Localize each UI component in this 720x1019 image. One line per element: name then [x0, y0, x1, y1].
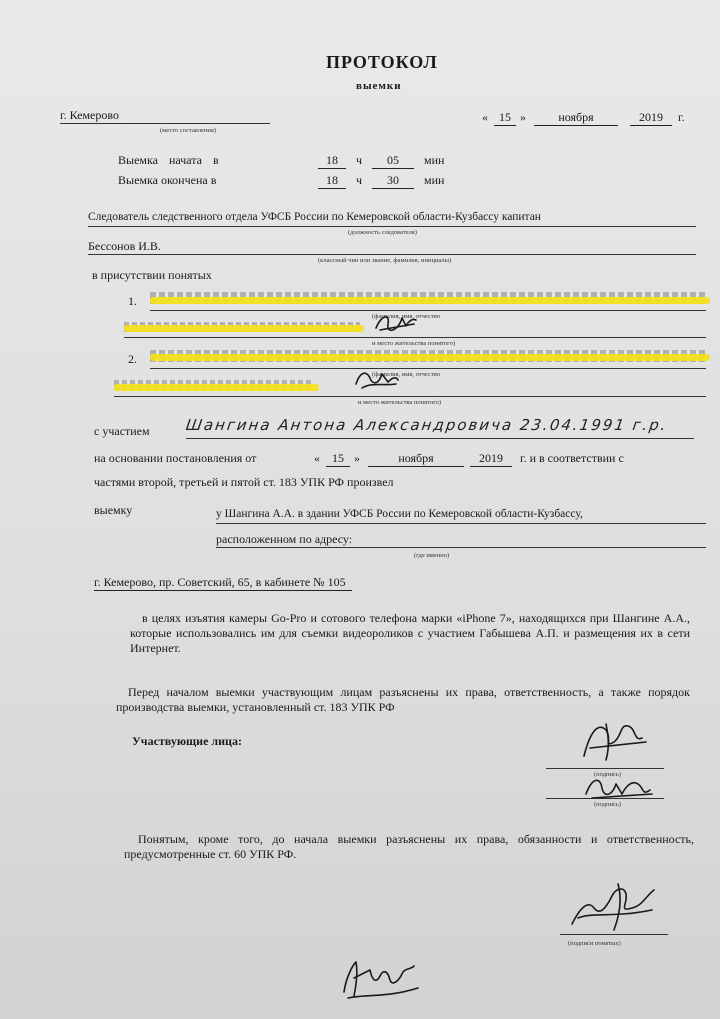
participant-signature-2	[580, 770, 660, 806]
end-hour: 18	[318, 173, 346, 189]
investigator-name: Бессонов И.В.	[88, 239, 161, 253]
participant-signature-caption-1: (подпись)	[594, 771, 621, 778]
basis-articles: частями второй, третьей и пятой ст. 183 УПК РФ произвел	[94, 475, 394, 489]
redaction-highlight	[114, 384, 319, 391]
witness-2-signature	[352, 364, 402, 394]
witness-1-number: 1.	[128, 294, 137, 308]
basis-month: ноября	[368, 451, 464, 467]
document-subtitle: выемки	[356, 80, 402, 92]
date-open-quote: «	[482, 110, 488, 124]
start-hour: 18	[318, 153, 346, 169]
rights-paragraph: Перед началом выемки участвующим лицам разъяснены их права, ответственность, а также порядок производства выемки, установленный ст. 183 УПК РФ	[116, 685, 690, 714]
place-of-drafting: г. Кемерово	[60, 108, 119, 122]
basis-year: 2019	[470, 451, 512, 467]
participant-signature-caption-2: (подпись)	[594, 801, 621, 808]
witness-rights-paragraph: Понятым, кроме того, до начала выемки разъяснены их права, обязанности и ответственность, предусмотренные ст. 60 УПК РФ.	[124, 832, 694, 861]
date-month: ноября	[534, 110, 618, 126]
investigator-position: Следователь следственного отдела УФСБ России по Кемеровской области-Кузбассу капитан	[88, 211, 541, 223]
redaction-highlight	[150, 297, 710, 304]
investigator-position-caption: (должность следователя)	[348, 229, 417, 236]
redaction-highlight	[124, 325, 364, 332]
investigator-name-caption: (классный чин или звание, фамилия, инициалы)	[318, 257, 452, 264]
seizure-label: выемку	[94, 503, 133, 517]
participant-handwritten-name: Шангина Антона Александровича 23.04.1991 г.р.	[184, 416, 669, 434]
document-title: ПРОТОКОЛ	[326, 52, 438, 72]
seizure-address: г. Кемерово, пр. Советский, 65, в кабинете № 105	[94, 575, 352, 591]
redaction-highlight	[150, 354, 710, 361]
witness-1-caption-1: (фамилия, имя, отчество	[372, 313, 440, 320]
witness-1-caption-2: и место жительства понятого)	[372, 340, 456, 347]
basis-day: 15	[326, 451, 350, 467]
start-label: Выемка начата в	[118, 153, 219, 167]
witness-2-caption-2: и место жительства понятого)	[358, 399, 442, 406]
witness-signatures-caption: (подписи понятых)	[568, 940, 621, 947]
date-year: 2019	[630, 110, 672, 126]
witness-2-number: 2.	[128, 352, 137, 366]
end-minute: 30	[372, 173, 414, 189]
start-minute-unit: мин	[424, 153, 445, 167]
seizure-location-1: у Шангина А.А. в здании УФСБ России по Кемеровской области-Кузбассу,	[216, 508, 583, 520]
date-day: 15	[494, 110, 516, 126]
witness-1-signature	[372, 310, 420, 336]
participant-label: с участием	[94, 424, 150, 438]
basis-prefix: на основании постановления от	[94, 451, 257, 465]
participants-label: Участвующие лица:	[132, 734, 242, 748]
start-minute: 05	[372, 153, 414, 169]
start-hour-unit: ч	[356, 153, 363, 167]
bottom-signature	[336, 952, 426, 1004]
date-suffix: г.	[678, 110, 685, 124]
participant-signature-1	[576, 712, 656, 768]
basis-day-close: »	[354, 451, 360, 465]
seizure-caption: (где именно)	[414, 552, 450, 559]
witness-signatures	[562, 878, 662, 938]
end-label: Выемка окончена в	[118, 173, 217, 187]
date-close-quote: »	[520, 110, 526, 124]
end-minute-unit: мин	[424, 173, 445, 187]
witnesses-label: в присутствии понятых	[92, 268, 212, 282]
purpose-paragraph: в целях изъятия камеры Go-Pro и сотового телефона марки «iPhone 7», находящихся при Шангине А.А., которые использовались им для съемки видеороликов с участием Габышева А.П. и размещения их в сети Интернет.	[130, 611, 690, 655]
seizure-location-2: расположенном по адресу:	[216, 532, 353, 546]
basis-year-suffix: г. и в соответствии с	[520, 451, 624, 465]
witness-2-caption-1: (фамилия, имя, отчество	[372, 371, 440, 378]
basis-day-open: «	[314, 451, 320, 465]
end-hour-unit: ч	[356, 173, 363, 187]
place-caption: (место составления)	[160, 127, 217, 134]
